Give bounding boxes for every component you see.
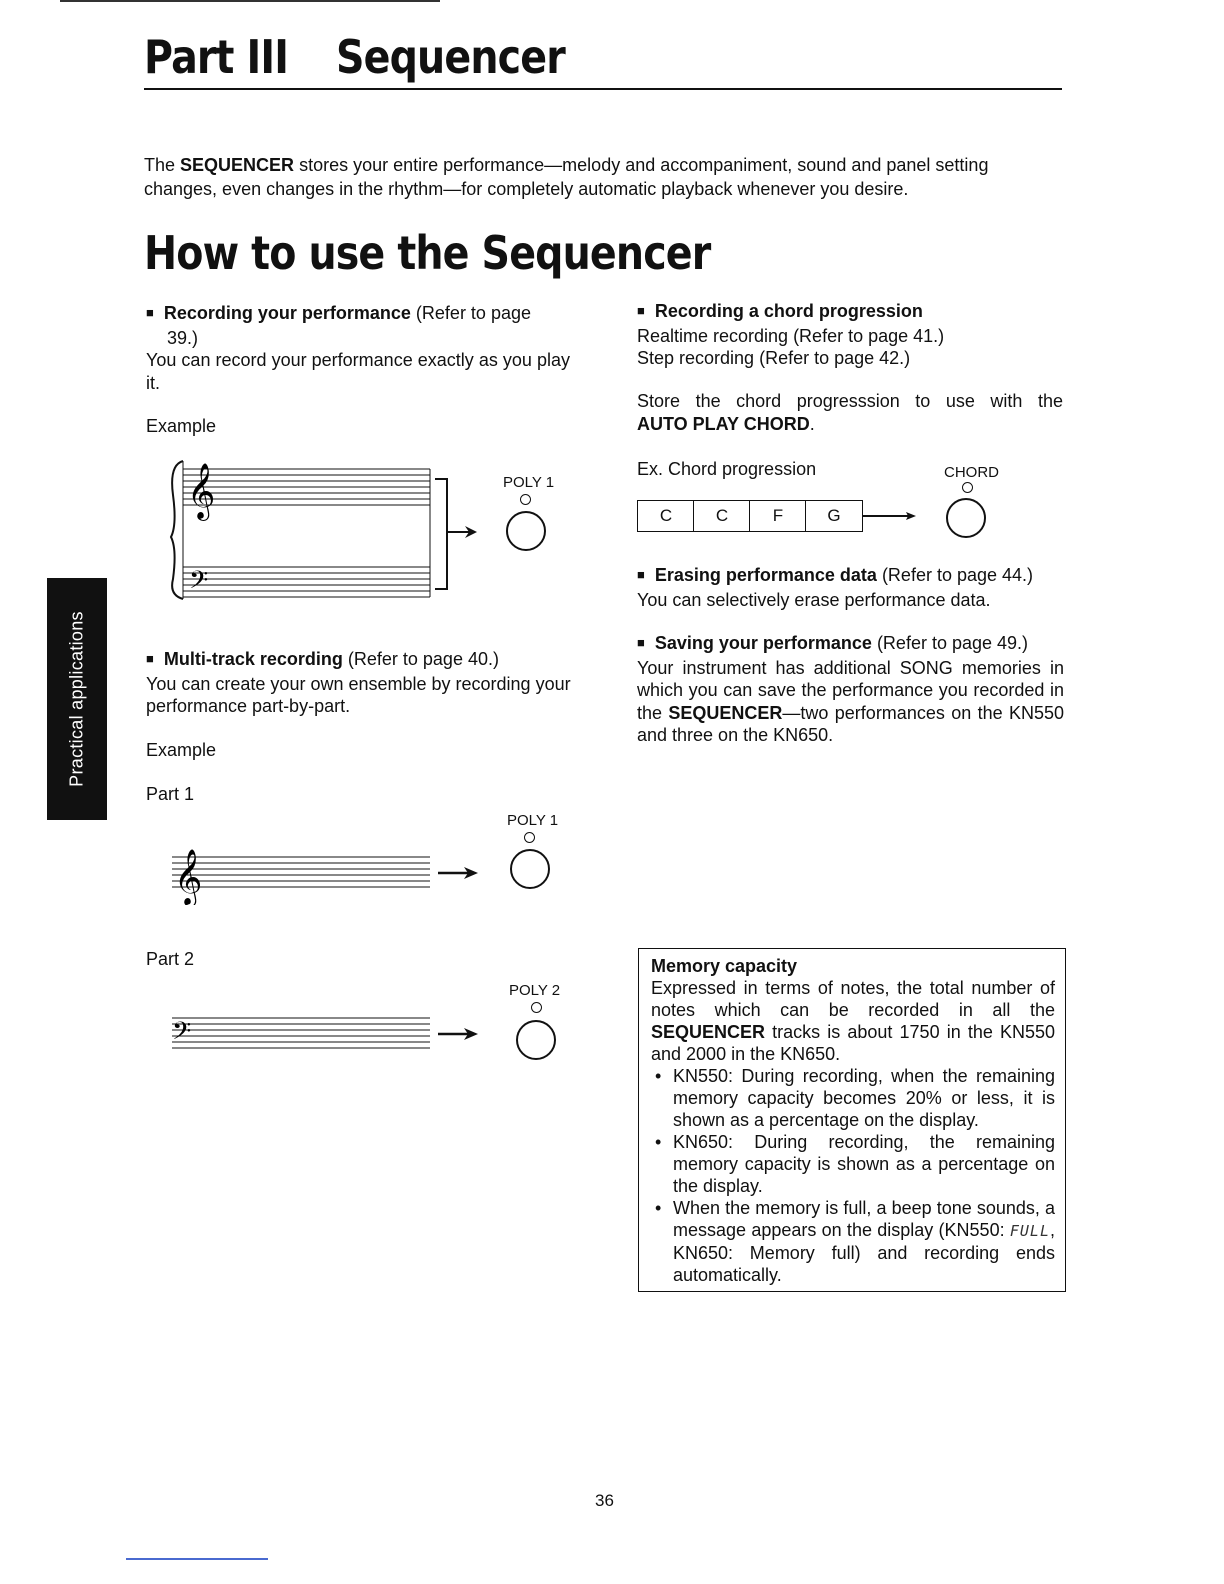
header-rule [144, 88, 1062, 90]
multitrack-example-label: Example [146, 740, 217, 760]
svg-text:𝄢: 𝄢 [189, 566, 209, 601]
lcd-display-text: FULL [1009, 1222, 1050, 1240]
part-label: Part III [144, 30, 289, 84]
poly1-indicator [520, 494, 531, 505]
side-tab [47, 578, 107, 820]
part1-label: Part 1 [146, 784, 195, 804]
recording-example-label: Example [146, 416, 217, 436]
memory-item-kn550: • KN550: During recording, when the remaining memory capacity becomes 20% or less, it is shown as a percentage on the display. [651, 1065, 1055, 1131]
recording-block: ■ Recording your performance (Refer to page 39.) You can record your performance exactly as you play it. [146, 302, 570, 394]
memory-item-full: • When the memory is full, a beep tone sounds, a message appears on the display (KN550: FULL, KN650: Memory full) and recording ends automatically. [651, 1197, 1055, 1286]
erasing-block: ■ Erasing performance data (Refer to page 44.) You can selectively erase performance data. [637, 564, 1067, 611]
part1-poly-indicator [524, 832, 535, 843]
svg-text:𝄞: 𝄞 [174, 849, 203, 905]
part2-poly-button[interactable] [516, 1020, 556, 1060]
part2-staff-figure [168, 1010, 488, 1060]
poly1-button[interactable] [506, 511, 546, 551]
memory-capacity-box [638, 948, 1066, 1292]
chord-button[interactable] [946, 498, 986, 538]
chord-cell-2: C [693, 500, 750, 532]
part2-poly-indicator [531, 1002, 542, 1013]
part1-staff-figure [168, 845, 488, 905]
chord-progression-block: ■ Recording a chord progression Realtime recording (Refer to page 41.) Step recording (Refer to page 42.) [637, 300, 1063, 370]
memory-title: Memory capacity [651, 956, 798, 976]
top-rule [60, 0, 440, 2]
memory-intro: Expressed in terms of notes, the total number of notes which can be recorded in all the SEQUENCER tracks is about 1750 in the KN550 and 2000 in the KN650. [651, 978, 1055, 1064]
chord-example-label: Ex. Chord progression [637, 459, 817, 479]
chord-cell-3: F [749, 500, 806, 532]
page-number: 36 [595, 1491, 614, 1510]
intro-paragraph: The SEQUENCER stores your entire performance—melody and accompaniment, sound and panel setting changes, even changes in the rhythm—for completely automatic playback whenever you desire. [144, 155, 989, 199]
part2-poly-label: POLY 2 [509, 982, 561, 999]
memory-item-kn650: • KN650: During recording, the remaining memory capacity is shown as a percentage on the display. [651, 1131, 1055, 1197]
chord-cell-4: G [805, 500, 863, 532]
part2-label: Part 2 [146, 949, 195, 969]
chord-indicator [962, 482, 973, 493]
poly1-label: POLY 1 [503, 474, 555, 491]
chord-store-text: Store the chord progresssion to use with the AUTO PLAY CHORD. [637, 391, 1063, 434]
bottom-rule [126, 1558, 268, 1560]
chord-arrow [862, 508, 922, 524]
section-title: How to use the Sequencer [144, 226, 711, 280]
svg-text:𝄞: 𝄞 [187, 463, 216, 519]
chord-label: CHORD [944, 464, 999, 481]
chord-cell-1: C [637, 500, 694, 532]
svg-text:𝄢: 𝄢 [172, 1017, 192, 1052]
saving-block: ■ Saving your performance (Refer to page 49.) Your instrument has additional SONG memories in which you can save the performance you recorded in the SEQUENCER—two performances on the KN550 and three on the KN650. [637, 632, 1064, 747]
page-title: Sequencer [336, 30, 565, 84]
side-tab-label: Practical applications [66, 611, 87, 787]
part1-poly-button[interactable] [510, 849, 550, 889]
part1-poly-label: POLY 1 [507, 812, 559, 829]
multitrack-block: ■ Multi-track recording (Refer to page 40.) You can create your own ensemble by recording your performance part-by-part. [146, 648, 572, 718]
